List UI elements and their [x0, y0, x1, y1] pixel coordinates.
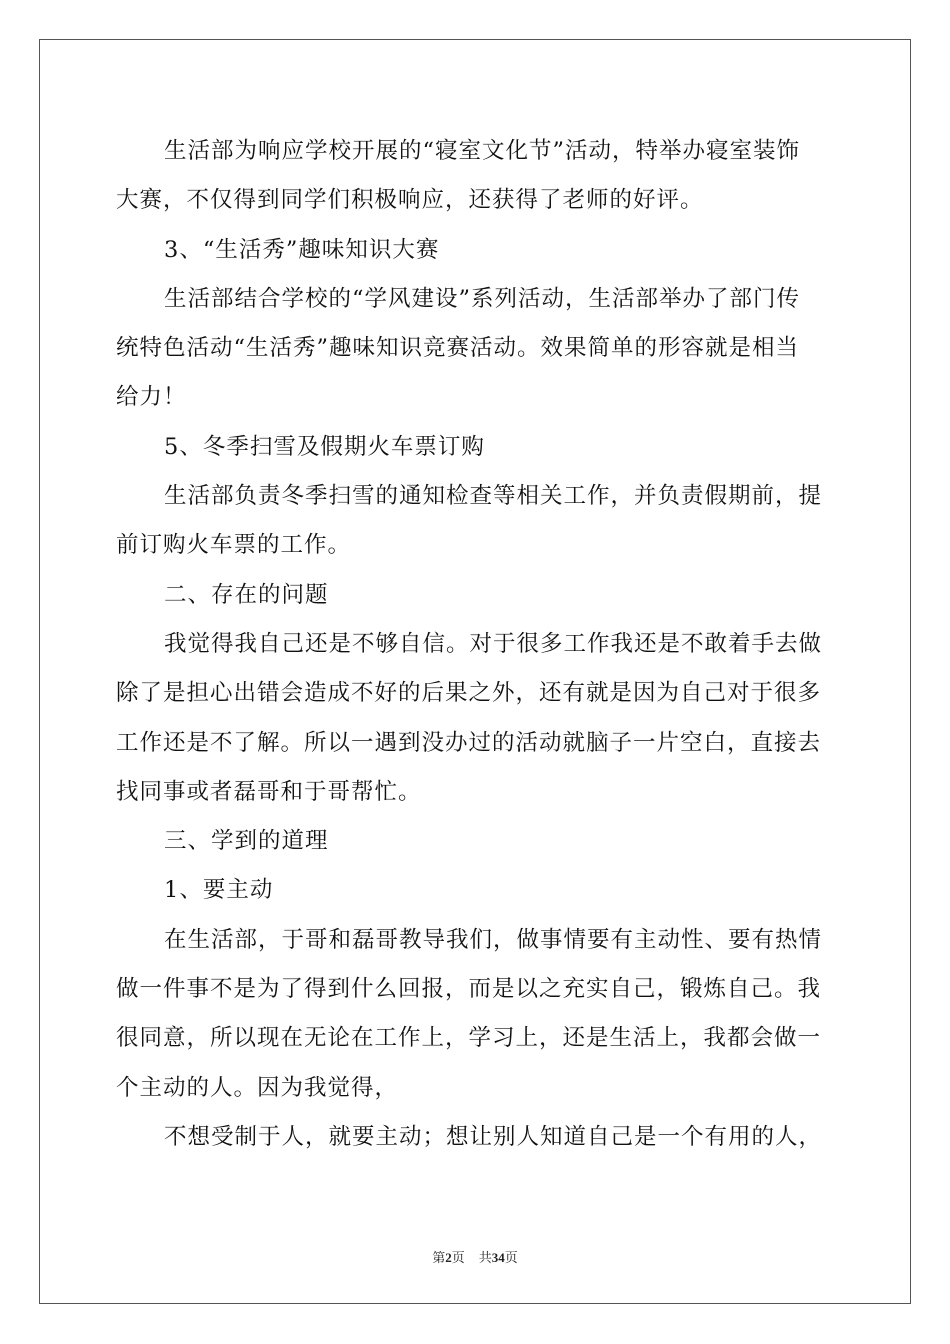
paragraph-line: 我觉得我自己还是不够自信。对于很多工作我还是不敢着手去做	[164, 630, 823, 657]
paragraph-line: 生活部为响应学校开展的“寝室文化节”活动，特举办寝室装饰	[164, 138, 801, 164]
page-prefix: 第	[432, 1250, 446, 1265]
paragraph-line: 统特色活动“生活秀”趣味知识竞赛活动。效果简单的形容就是相当	[116, 335, 800, 362]
paragraph-line: 个主动的人。因为我觉得，	[116, 1074, 399, 1101]
total-pages: 34	[491, 1250, 505, 1265]
paragraph-line: 除了是担心出错会造成不好的后果之外，还有就是因为自己对于很多	[116, 680, 822, 707]
paragraph-line: 找同事或者磊哥和于哥帮忙。	[116, 778, 422, 805]
section-heading: 5、冬季扫雪及假期火车票订购	[164, 433, 485, 460]
total-prefix: 共	[478, 1250, 492, 1265]
section-heading: 1、要主动	[164, 877, 274, 904]
paragraph-line: 给力！	[116, 384, 187, 411]
document-body	[116, 127, 836, 1162]
page-suffix: 页	[451, 1250, 465, 1265]
paragraph-line: 做一件事不是为了得到什么回报，而是以之充实自己，锻炼自己。我	[116, 976, 822, 1003]
section-heading: 三、学到的道理	[164, 828, 329, 855]
paragraph-line: 前订购火车票的工作。	[116, 532, 352, 559]
paragraph-line: 在生活部，于哥和磊哥教导我们，做事情要有主动性、要有热情	[164, 926, 823, 953]
section-heading: 二、存在的问题	[164, 581, 329, 608]
paragraph-line: 很同意，所以现在无论在工作上，学习上，还是生活上，我都会做一	[116, 1025, 822, 1052]
paragraph-line: 生活部负责冬季扫雪的通知检查等相关工作，并负责假期前，提	[164, 483, 823, 510]
total-suffix: 页	[504, 1250, 518, 1265]
page-number: 2	[445, 1250, 452, 1265]
paragraph-line: 大赛，不仅得到同学们积极响应，还获得了老师的好评。	[116, 187, 704, 214]
paragraph-line: 工作还是不了解。所以一遇到没办过的活动就脑子一片空白，直接去	[116, 729, 822, 756]
paragraph-line: 生活部结合学校的“学风建设”系列活动，生活部举办了部门传	[164, 285, 801, 312]
section-heading: 3、“生活秀”趣味知识大赛	[164, 236, 440, 263]
page-footer	[0, 1247, 950, 1266]
paragraph-line: 不想受制于人，就要主动；想让别人知道自己是一个有用的人，	[164, 1123, 823, 1150]
